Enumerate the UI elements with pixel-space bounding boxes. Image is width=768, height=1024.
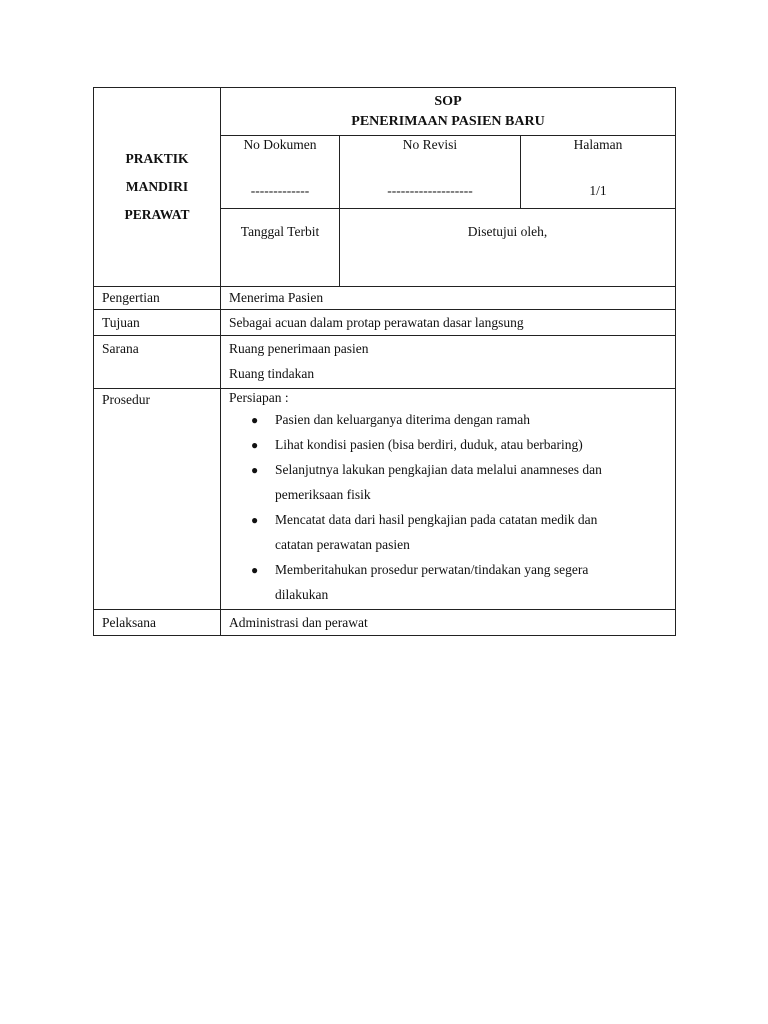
doc-number-value: -------------	[250, 183, 310, 198]
doc-number-label: No Dokumen	[243, 137, 317, 152]
executor-label: Pelaksana	[94, 610, 221, 636]
revision-cell	[340, 136, 521, 209]
issue-date-label: Tanggal Terbit	[240, 224, 320, 239]
procedure-step-line: Pasien dan keluarganya diterima dengan ramah	[275, 412, 531, 427]
facilities-value	[221, 336, 676, 389]
procedure-step	[251, 457, 667, 507]
procedure-step	[251, 557, 667, 607]
procedure-step-line: Mencatat data dari hasil pengkajian pada catatan medik dan	[275, 512, 598, 527]
definition-label: Pengertian	[94, 287, 221, 310]
procedure-value	[221, 389, 676, 610]
executor-value: Administrasi dan perawat	[221, 610, 676, 636]
organization-line-3: PERAWAT	[124, 207, 190, 222]
procedure-step-line: Selanjutnya lakukan pengkajian data melalui anamneses dan	[275, 462, 602, 477]
procedure-intro: Persiapan :	[229, 390, 289, 405]
bullet-icon: ●	[251, 563, 259, 577]
bullet-icon: ●	[251, 513, 259, 527]
approved-label: Disetujui oleh,	[467, 224, 548, 239]
procedure-step-line: pemeriksaan fisik	[275, 487, 371, 502]
revision-value: -------------------	[387, 183, 473, 198]
issue-date-cell	[221, 209, 340, 287]
purpose-value: Sebagai acuan dalam protap perawatan dasar langsung	[221, 310, 676, 336]
executor-row	[94, 610, 676, 636]
facilities-row	[94, 336, 676, 389]
bullet-icon: ●	[251, 463, 259, 477]
facility-item: Ruang tindakan	[229, 366, 315, 381]
facility-item: Ruang penerimaan pasien	[229, 341, 369, 356]
sop-title-cell	[221, 88, 676, 136]
sop-title-line-1: SOP	[434, 94, 462, 109]
procedure-steps	[229, 407, 667, 607]
sop-title-line-2: PENERIMAAN PASIEN BARU	[351, 114, 545, 129]
procedure-row	[94, 389, 676, 610]
definition-value: Menerima Pasien	[221, 287, 676, 310]
procedure-step-line: Memberitahukan prosedur perwatan/tindakan yang segera	[275, 562, 589, 577]
facilities-label: Sarana	[94, 336, 221, 389]
revision-label: No Revisi	[402, 137, 458, 152]
procedure-step	[251, 507, 667, 557]
procedure-step	[251, 432, 667, 457]
doc-number-cell	[221, 136, 340, 209]
procedure-step-line: catatan perawatan pasien	[275, 537, 410, 552]
organization-line-2: MANDIRI	[125, 179, 189, 194]
sop-table	[93, 87, 676, 636]
bullet-icon: ●	[251, 438, 259, 452]
page-label: Halaman	[573, 137, 623, 152]
organization-cell	[94, 88, 221, 287]
purpose-label: Tujuan	[94, 310, 221, 336]
procedure-step	[251, 407, 667, 432]
purpose-row	[94, 310, 676, 336]
bullet-icon: ●	[251, 413, 259, 427]
procedure-label: Prosedur	[94, 389, 221, 610]
page-cell	[521, 136, 676, 209]
organization-line-1: PRAKTIK	[125, 151, 189, 166]
procedure-step-line: dilakukan	[275, 587, 329, 602]
procedure-step-line: Lihat kondisi pasien (bisa berdiri, duduk, atau berbaring)	[275, 437, 583, 452]
approved-cell	[340, 209, 676, 287]
definition-row	[94, 287, 676, 310]
page-value: 1/1	[589, 183, 607, 198]
